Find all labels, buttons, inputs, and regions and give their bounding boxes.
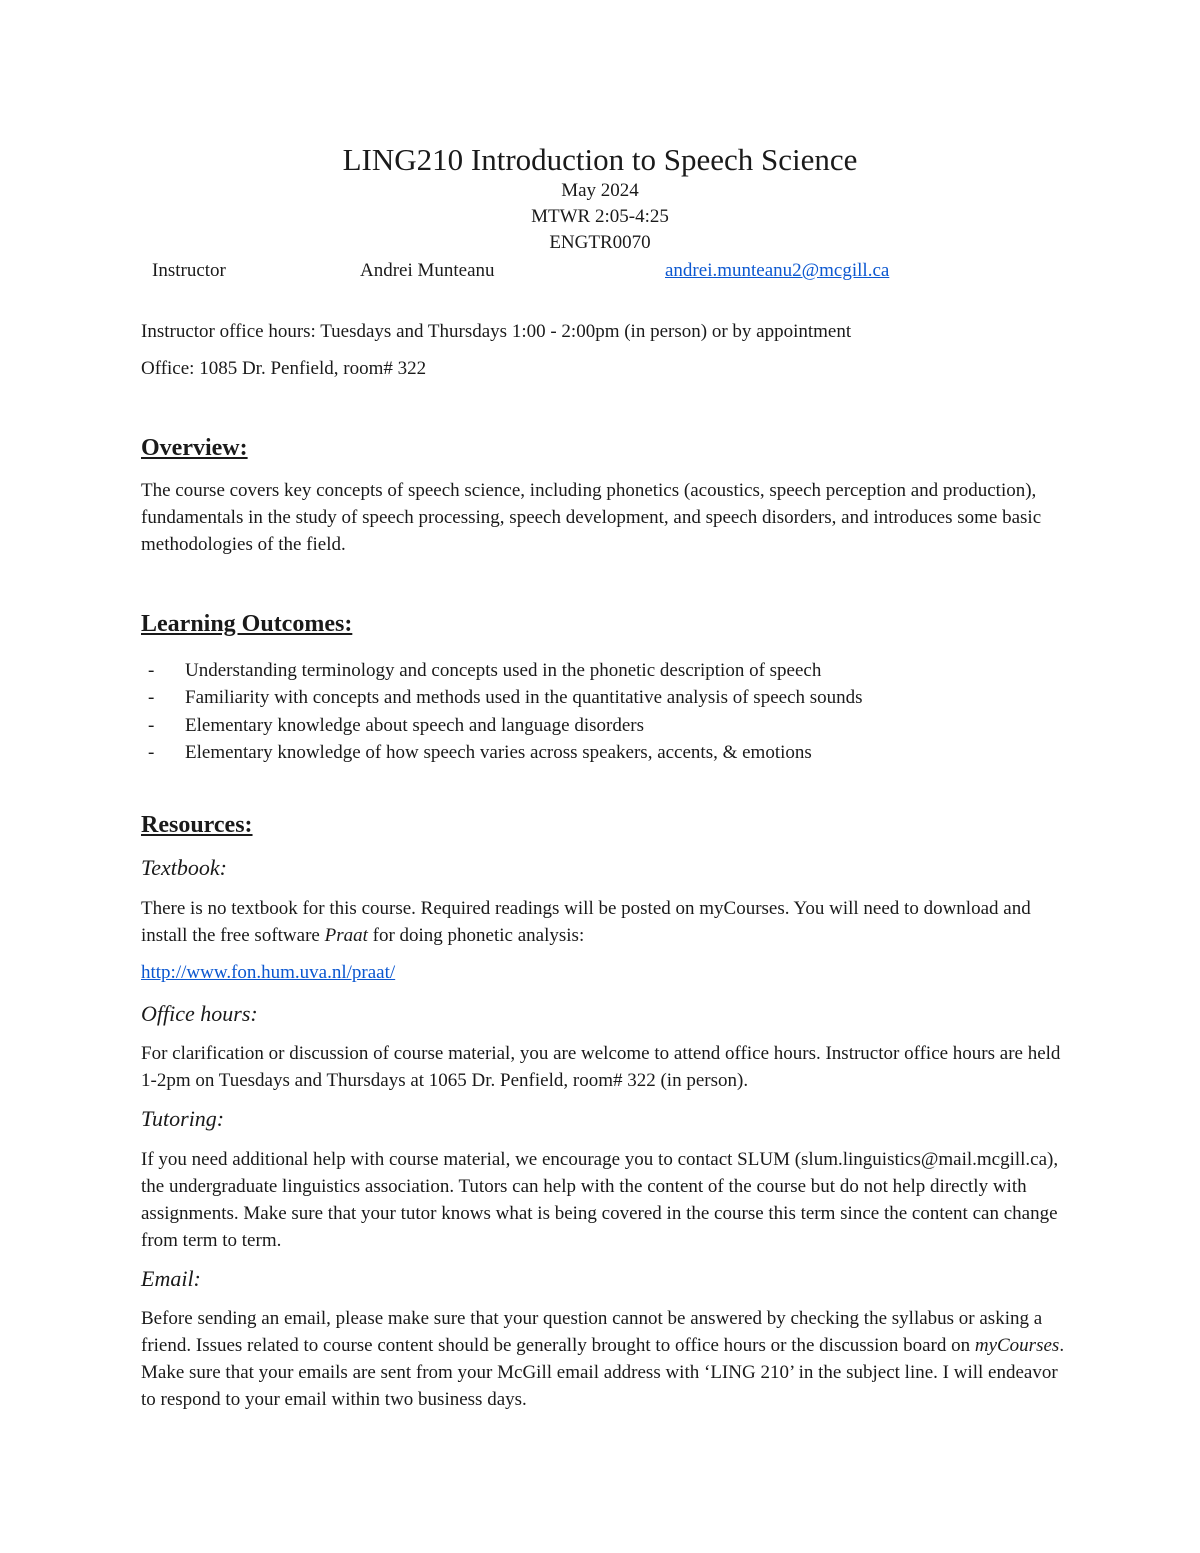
praat-link[interactable]: http://www.fon.hum.uva.nl/praat/ <box>141 962 396 983</box>
email-heading: Email: <box>141 1266 201 1291</box>
course-term: May 2024 <box>561 180 639 201</box>
course-title: LING210 Introduction to Speech Science <box>342 142 858 177</box>
email-text-after: . Make sure that your emails are sent from your McGill email address with ‘LING 210’ in the subject line. I will endeavor to respond to your email within two business days. <box>141 1335 1065 1410</box>
list-item <box>141 657 1091 684</box>
office-hours-text: For clarification or discussion of course material, you are welcome to attend office hours. Instructor office hours are held 1-2pm on Tuesdays and Thursdays at 1065 Dr. Penfield, room# 322 (in person). <box>141 1043 1061 1091</box>
software-name: Praat <box>324 925 368 946</box>
email-text-before: Before sending an email, please make sure that your question cannot be answered by checking the syllabus or asking a friend. Issues related to course content should be generally brought to office hours or the discussion board on <box>141 1308 1043 1356</box>
list-item <box>141 739 1091 766</box>
list-item <box>141 712 1091 739</box>
instructor-label: Instructor <box>152 260 226 281</box>
overview-heading: Overview: <box>141 435 248 461</box>
bullet-dash: - <box>148 660 155 681</box>
learning-outcomes-list <box>141 657 1091 766</box>
instructor-name: Andrei Munteanu <box>360 260 495 281</box>
bullet-dash: - <box>148 714 155 736</box>
platform-name: myCourses <box>974 1335 1060 1356</box>
bullet-dash: - <box>148 741 155 763</box>
tutoring-text: If you need additional help with course material, we encourage you to contact SLUM (slum.linguistics@mail.mcgill.ca), the undergraduate linguistics association. Tutors can help with the content of the course but do not help directly with assignments. Make sure that your tutor knows what is being covered in the course this term since the content can change from term to term. <box>141 1149 1059 1251</box>
course-schedule: MTWR 2:05-4:25 <box>531 206 669 227</box>
outcome-text: Familiarity with concepts and methods used in the quantitative analysis of speech sounds <box>185 687 863 709</box>
textbook-text <box>141 895 1071 949</box>
outcome-text: Elementary knowledge about speech and language disorders <box>185 714 645 736</box>
course-room: ENGTR0070 <box>549 232 651 253</box>
outcome-text: Understanding terminology and concepts used in the phonetic description of speech <box>185 660 822 681</box>
tutoring-heading: Tutoring: <box>141 1106 225 1131</box>
learning-outcomes-heading: Learning Outcomes: <box>141 611 353 637</box>
textbook-text-after: for doing phonetic analysis: <box>367 925 585 946</box>
instructor-email-link[interactable]: andrei.munteanu2@mcgill.ca <box>665 260 890 281</box>
bullet-dash: - <box>148 687 155 709</box>
outcome-text: Elementary knowledge of how speech varies across speakers, accents, & emotions <box>185 741 812 763</box>
overview-text: The course covers key concepts of speech science, including phonetics (acoustics, speech perception and production), fundamentals in the study of speech processing, speech development, and speech disorders, and introduces some basic methodologies of the field. <box>141 480 1042 555</box>
office-hours-heading: Office hours: <box>141 1001 258 1026</box>
instructor-office: Office: 1085 Dr. Penfield, room# 322 <box>141 358 427 379</box>
list-item <box>141 684 1091 711</box>
textbook-text-before: There is no textbook for this course. Required readings will be posted on myCourses. You will need to download and install the free software <box>141 898 1031 946</box>
instructor-office-hours: Instructor office hours: Tuesdays and Thursdays 1:00 - 2:00pm (in person) or by appointment <box>141 321 852 342</box>
textbook-heading: Textbook: <box>141 855 227 880</box>
resources-heading: Resources: <box>141 812 253 838</box>
email-text <box>141 1305 1071 1413</box>
